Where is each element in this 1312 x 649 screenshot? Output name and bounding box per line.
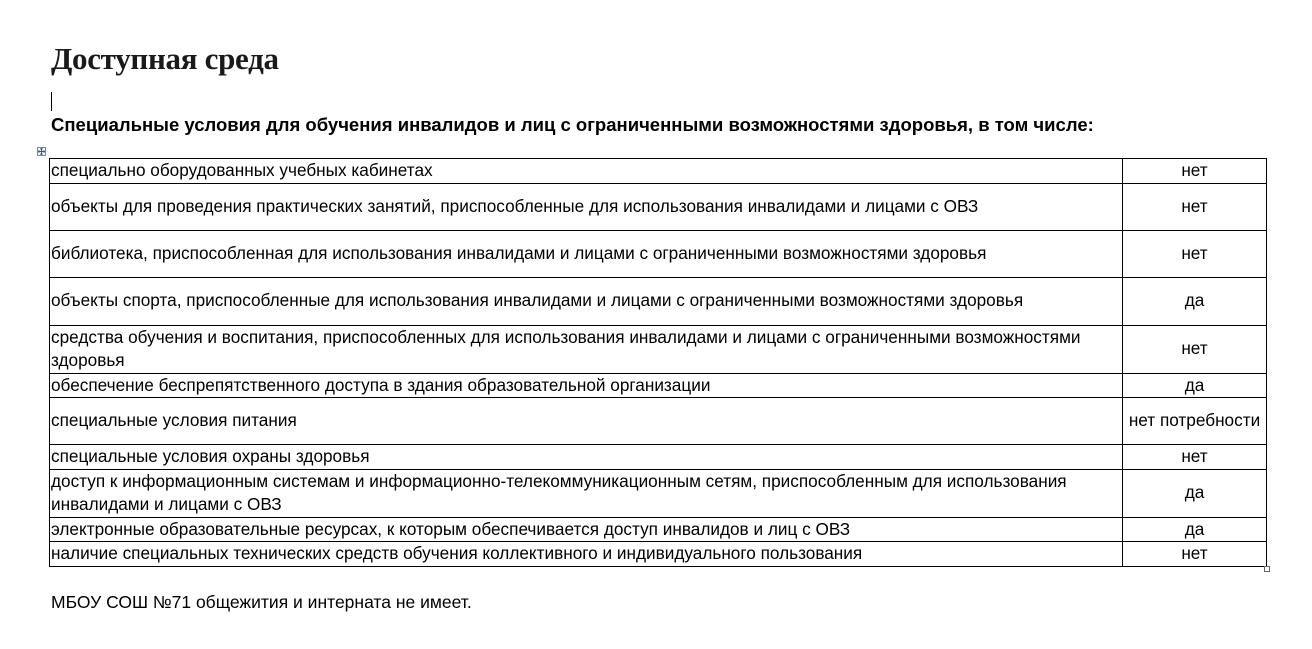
value-cell: да <box>1123 517 1267 542</box>
value-cell: нет <box>1123 542 1267 567</box>
table-row <box>50 517 1267 542</box>
value-cell: да <box>1123 277 1267 325</box>
value-cell: да <box>1123 373 1267 398</box>
value-cell: да <box>1123 469 1267 517</box>
condition-cell: обеспечение беспрепятственного доступа в здания образовательной организации <box>50 373 1123 398</box>
page-title: Доступная среда <box>51 41 279 76</box>
condition-cell: электронные образовательные ресурсах, к которым обеспечивается доступ инвалидов и лиц с ОВЗ <box>50 517 1123 542</box>
value-cell: нет <box>1123 445 1267 470</box>
value-cell: нет <box>1123 159 1267 184</box>
condition-cell: наличие специальных технических средств обучения коллективного и индивидуального пользования <box>50 542 1123 567</box>
table-row <box>50 542 1267 567</box>
table-row <box>50 230 1267 277</box>
condition-cell: средства обучения и воспитания, приспособленных для использования инвалидами и лицами с ограниченными возможностями здоровья <box>50 325 1123 373</box>
condition-cell: библиотека, приспособленная для использования инвалидами и лицами с ограниченными возможностями здоровья <box>50 230 1123 277</box>
section-subtitle: Специальные условия для обучения инвалидов и лиц с ограниченными возможностями здоровья, в том числе: <box>51 114 1094 135</box>
table-row <box>50 469 1267 517</box>
condition-cell: объекты для проведения практических занятий, приспособленные для использования инвалидами и лицами с ОВЗ <box>50 183 1123 230</box>
table-row <box>50 373 1267 398</box>
move-arrows-icon[interactable] <box>37 147 46 156</box>
resize-handle-icon[interactable] <box>1264 566 1270 572</box>
text-cursor <box>51 92 52 111</box>
table-row <box>50 159 1267 184</box>
value-cell: нет <box>1123 230 1267 277</box>
condition-cell: специальные условия охраны здоровья <box>50 445 1123 470</box>
conditions-table <box>49 158 1267 567</box>
value-cell: нет потребности <box>1123 398 1267 445</box>
table-row <box>50 398 1267 445</box>
footer-note: МБОУ СОШ №71 общежития и интерната не имеет. <box>51 592 472 612</box>
table-row <box>50 445 1267 470</box>
value-cell: нет <box>1123 325 1267 373</box>
value-cell: нет <box>1123 183 1267 230</box>
condition-cell: объекты спорта, приспособленные для использования инвалидами и лицами с ограниченными возможностями здоровья <box>50 277 1123 325</box>
condition-cell: специально оборудованных учебных кабинетах <box>50 159 1123 184</box>
table-row <box>50 183 1267 230</box>
condition-cell: доступ к информационным системам и информационно-телекоммуникационным сетям, приспособленным для использования инвалидами и лицами с ОВЗ <box>50 469 1123 517</box>
condition-cell: специальные условия питания <box>50 398 1123 445</box>
table-row <box>50 277 1267 325</box>
table-row <box>50 325 1267 373</box>
